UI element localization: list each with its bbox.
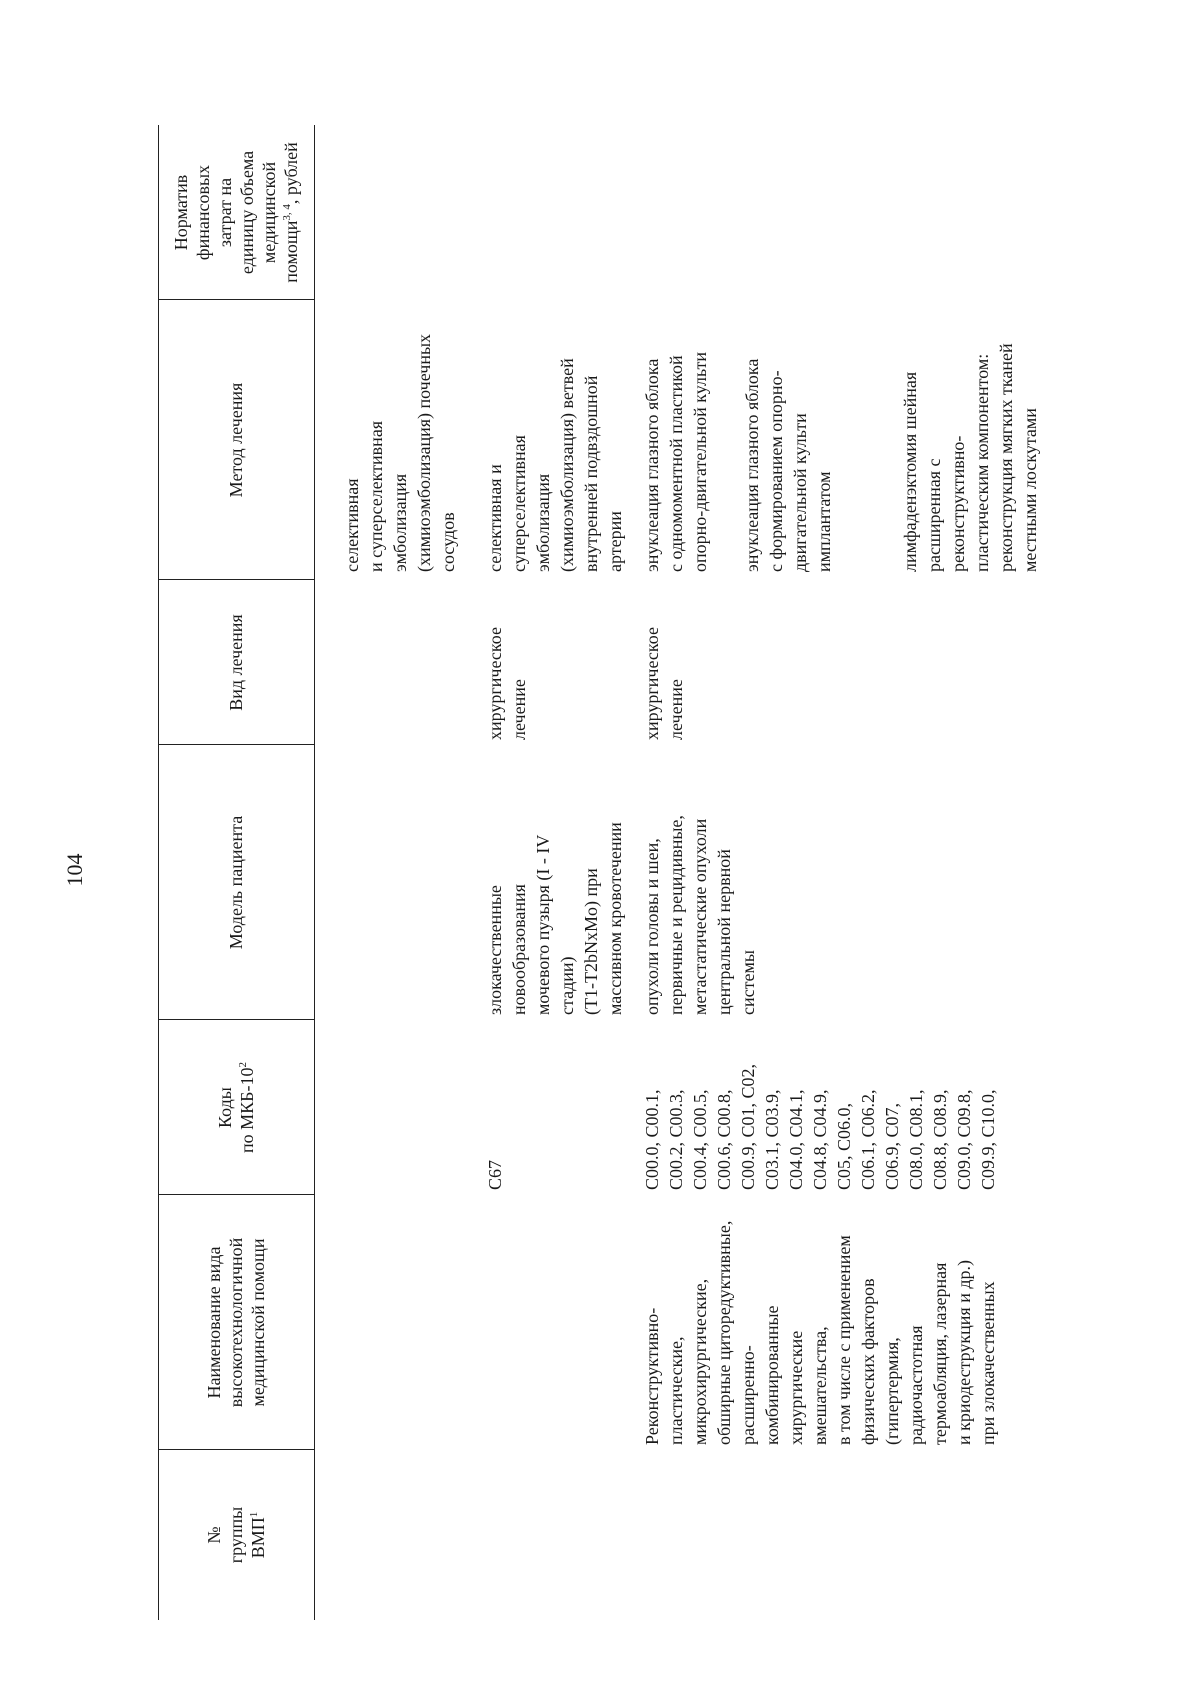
header-codes-footnote: 2 xyxy=(237,1062,249,1068)
header-cost-line-5: медицинской xyxy=(259,161,279,264)
row3-method-b: энуклеация глазного яблока с формированием опорно- двигательной культи имплантатом xyxy=(742,358,834,572)
row3-model: опухоли головы и шеи, первичные и рецидивные, метастатические опухоли центральной нервной системы xyxy=(642,815,758,1015)
header-icd-codes xyxy=(160,1020,312,1195)
row2-type: хирургическое лечение xyxy=(485,627,529,740)
header-cost-line-4: единицу объема xyxy=(237,150,257,275)
header-cost-line-1: Норматив xyxy=(171,174,191,251)
header-treatment-method xyxy=(160,300,312,580)
header-cost-tail: , рублей xyxy=(281,142,301,205)
header-name-line-3: медицинской помощи xyxy=(248,1238,268,1407)
row2-model: злокачественные новообразования мочевого пузыря (I - IV стадии) (T1-T2bNxMo) при массивном кровотечении xyxy=(485,822,625,1015)
header-codes-line-2: по МКБ-10 xyxy=(237,1067,257,1153)
header-name-line-2: высокотехнологичной xyxy=(226,1237,246,1408)
header-cost-standard xyxy=(160,125,312,300)
row3-method-a: энуклеация глазного яблока с одномоментной пластикой опорно-двигательной культи xyxy=(642,352,710,572)
header-cost-line-6: помощи xyxy=(281,220,301,283)
header-model-label: Модель пациента xyxy=(226,815,246,950)
header-num-line-3: ВМП xyxy=(248,1517,268,1559)
header-treatment-type xyxy=(160,580,312,745)
row3-codes: C00.0, C00.1, C00.2, C00.3, C00.4, C00.5, C00.6, C00.8, C00.9, C01, C02, C03.1, C03.9, C04.0, C04.1, C04.8, C04.9, C05, C06.0, C06.1, C06.2, C06.9, C07, C08.0, C08.1, C08.8, C08.9, C09.0, C09.8, C09.9, C10.0, xyxy=(642,1063,998,1190)
header-cost-line-2: финансовых xyxy=(193,164,213,261)
row2-method: селективная и суперселективная эмболизация (химиоэмболизация) ветвей внутренней подвздошной артерии xyxy=(485,358,625,572)
row3-vmp-name: Реконструктивно- пластические, микрохирургические, обширные циторедуктивные, расширенно- комбинированные хирургические вмешательства, в том числе с применением физических факторов (гипертермия, радиочастотная термоабляция, лазерная и криодеструкция и др.) при злокачественных xyxy=(642,1220,998,1445)
header-method-label: Метод лечения xyxy=(226,382,246,498)
header-vmp-name xyxy=(160,1195,312,1450)
header-group-number xyxy=(160,1450,312,1620)
header-cost-footnote: 3, 4 xyxy=(281,204,293,221)
header-bottom-rule xyxy=(314,125,315,1620)
row1-method: селективная и суперселективная эмболизация (химиоэмболизация) почечных сосудов xyxy=(342,333,458,572)
header-num-line-1: № xyxy=(204,1526,224,1544)
rotated-page xyxy=(40,120,1140,1620)
header-num-line-2: группы xyxy=(226,1506,246,1564)
header-name-line-1: Наименование вида xyxy=(204,1246,224,1399)
header-codes-line-1: Коды xyxy=(215,1087,235,1128)
table-top-rule xyxy=(158,125,159,1620)
row3-type: хирургическое лечение xyxy=(642,627,686,740)
header-cost-line-3: затрат на xyxy=(215,177,235,248)
header-type-label: Вид лечения xyxy=(226,614,246,711)
header-patient-model xyxy=(160,745,312,1020)
page-number: 104 xyxy=(62,853,87,887)
row2-codes: C67 xyxy=(485,1159,505,1190)
header-num-footnote: 1 xyxy=(248,1511,260,1518)
row3-method-c: лимфаденэктомия шейная расширенная с реконструктивно- пластическим компонентом: реконструкция мягких тканей местными лоскутами xyxy=(900,343,1040,572)
